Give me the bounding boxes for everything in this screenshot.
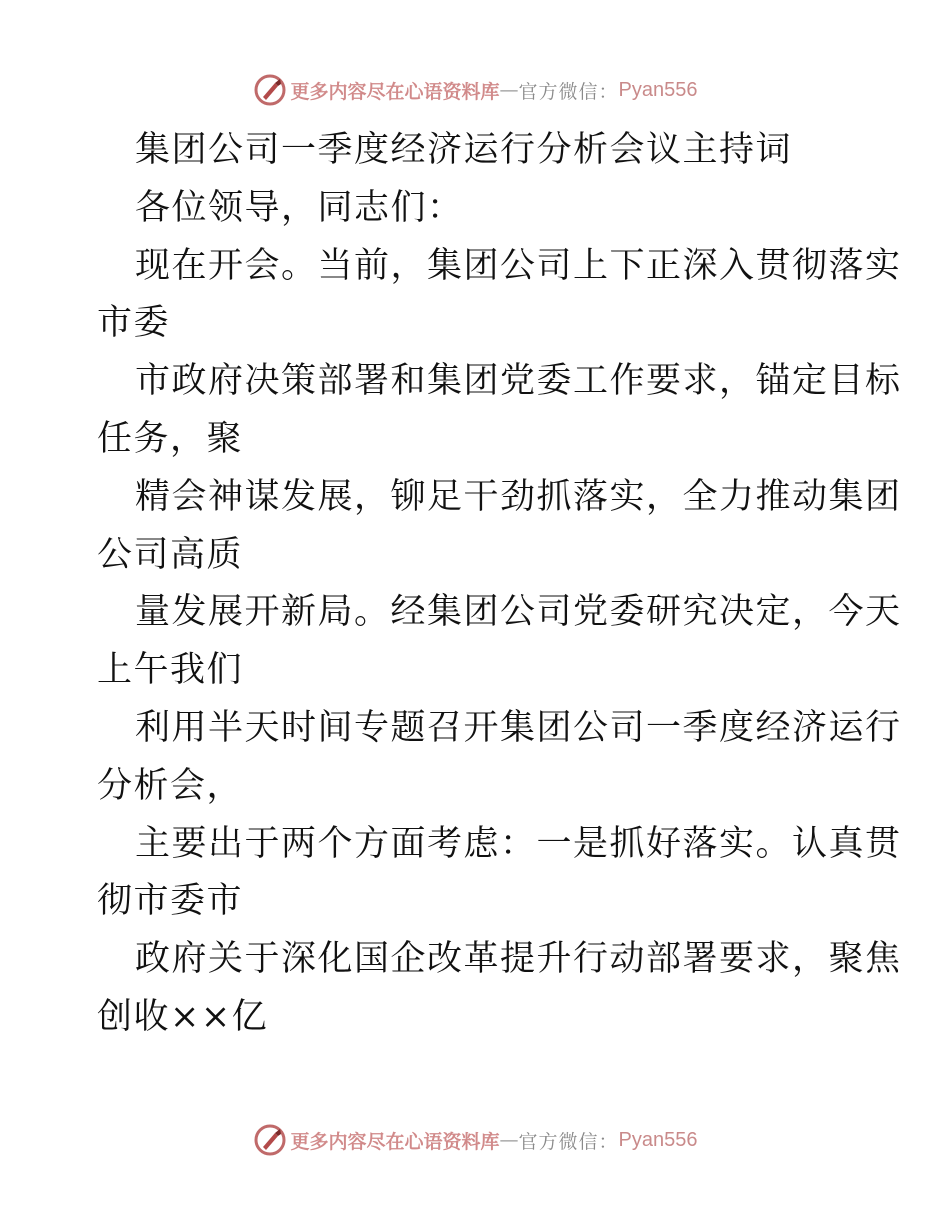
- paragraph-line: 彻市委市: [97, 881, 244, 922]
- paragraph-line: 任务，聚: [97, 418, 244, 459]
- watermark-wechat-label: 官方微信：: [518, 80, 619, 103]
- paragraph-line: 政府关于深化国企改革提升行动部署要求，聚焦: [135, 939, 902, 980]
- paragraph-line: 量发展开新局。经集团公司党委研究决定，今天: [135, 592, 902, 633]
- paragraph-line: 市政府决策部署和集团党委工作要求，锚定目标: [135, 361, 902, 402]
- paragraph-line: 主要出于两个方面考虑：一是抓好落实。认真贯: [135, 823, 902, 864]
- salutation-line: 各位领导，同志们：: [135, 187, 464, 228]
- pen-nib-logo-icon: [253, 73, 287, 107]
- paragraph-line: 利用半天时间专题召开集团公司一季度经济运行: [135, 707, 902, 748]
- document-body: [97, 122, 902, 1047]
- watermark-separator: —: [499, 79, 519, 101]
- paragraph-line: 精会神谋发展，铆足干劲抓落实，全力推动集团: [135, 476, 902, 517]
- paragraph-line: 市委: [97, 303, 171, 344]
- document-title: 集团公司一季度经济运行分析会议主持词: [135, 130, 793, 170]
- footer-watermark-banner: [0, 1120, 950, 1160]
- paragraph-line: 创收××亿: [97, 996, 269, 1037]
- watermark-wechat-id: Pyan556: [618, 78, 698, 101]
- watermark-wechat-id: Pyan556: [618, 1128, 698, 1151]
- paragraph-line: 上午我们: [97, 650, 244, 691]
- paragraph-line: 分析会，: [97, 765, 244, 806]
- pen-nib-logo-icon: [253, 1123, 287, 1157]
- header-watermark-banner: [0, 70, 950, 110]
- paragraph-line: 公司高质: [97, 534, 244, 575]
- watermark-main-text: 更多内容尽在心语资料库: [290, 1130, 500, 1153]
- paragraph-line: 现在开会。当前，集团公司上下正深入贯彻落实: [135, 245, 902, 286]
- watermark-separator: —: [499, 1129, 519, 1151]
- watermark-wechat-label: 官方微信：: [518, 1130, 619, 1153]
- watermark-main-text: 更多内容尽在心语资料库: [290, 80, 500, 103]
